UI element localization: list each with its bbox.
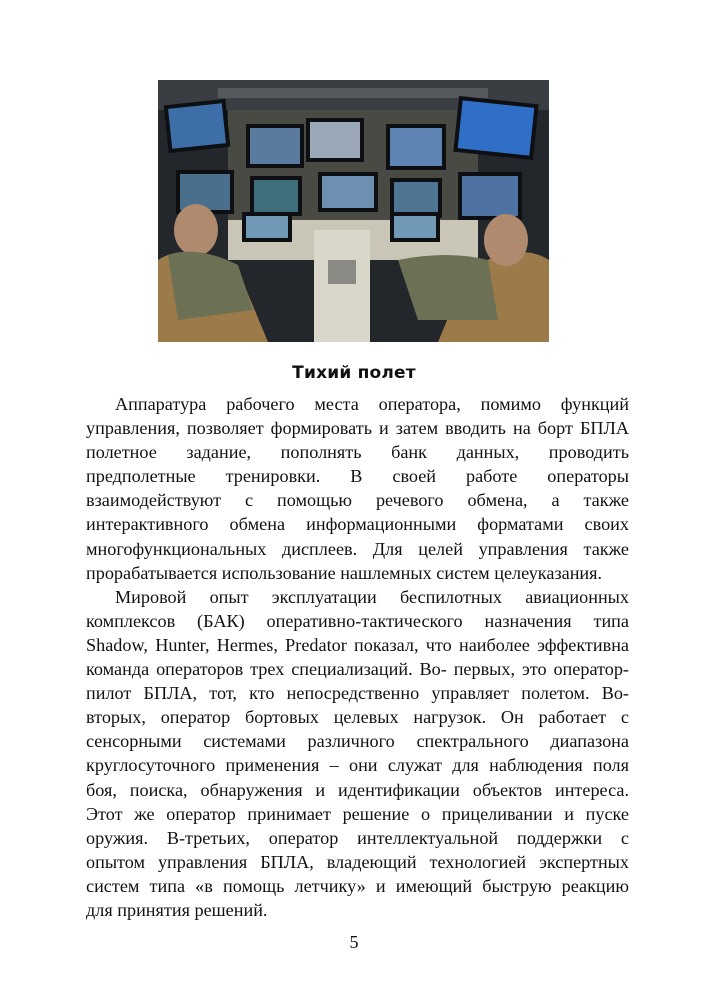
photo-operators-control-station-icon bbox=[158, 80, 549, 342]
text-line: команда операторов трех специализаций. Во- первых, это оператор- bbox=[86, 659, 629, 680]
text-line: Этот же оператор принимает решение о прицеливании и пуске bbox=[86, 803, 629, 824]
text-line: управления, позволяет формировать и затем вводить на борт БПЛА bbox=[86, 418, 629, 439]
text-line: оружия. В-третьих, оператор интеллектуальной поддержки с bbox=[86, 827, 629, 848]
text-line: полетное задание, пополнять банк данных, проводить bbox=[86, 442, 629, 463]
text-line: круглосуточного применения – они служат для наблюдения поля bbox=[86, 755, 629, 776]
text-line: опытом управления БПЛА, владеющий технологией экспертных bbox=[86, 851, 629, 872]
text-line: многофункциональных дисплеев. Для целей управления также bbox=[86, 538, 629, 559]
text-line: интерактивного обмена информационными форматами своих bbox=[86, 514, 629, 535]
text-line: Мировой опыт эксплуатации беспилотных авиационных bbox=[115, 586, 629, 607]
text-line: взаимодействуют с помощью речевого обмена, а также bbox=[86, 490, 629, 511]
text-line: пилот БПЛА, тот, кто непосредственно управляет полетом. Во- bbox=[86, 683, 629, 704]
text-line: предполетные тренировки. В своей работе операторы bbox=[86, 466, 629, 487]
paragraph-1 bbox=[86, 392, 629, 585]
paragraph-2 bbox=[86, 585, 629, 922]
text-line: комплексов (БАК) оперативно-тактического назначения типа bbox=[86, 610, 629, 631]
control-station-photo bbox=[158, 80, 549, 342]
text-line: систем типа «в помощь летчику» и имеющий быструю реакцию bbox=[86, 875, 629, 896]
text-line: боя, поиска, обнаружения и идентификации объектов интереса. bbox=[86, 779, 629, 800]
text-line: сенсорными системами различного спектрального диапазона bbox=[86, 731, 629, 752]
text-line: для принятия решений. bbox=[86, 899, 268, 920]
text-line: Аппаратура рабочего места оператора, помимо функций bbox=[115, 394, 629, 414]
text-line: прорабатывается использование нашлемных систем целеуказания. bbox=[86, 562, 603, 583]
text-line: вторых, оператор бортовых целевых нагрузок. Он работает с bbox=[86, 707, 629, 728]
text-line: Shadow, Hunter, Hermes, Predator показал, что наиболее эффективна bbox=[86, 634, 629, 655]
page-number: 5 bbox=[349, 932, 359, 952]
section-heading: Тихий полет bbox=[292, 363, 416, 383]
article-body bbox=[86, 392, 629, 922]
